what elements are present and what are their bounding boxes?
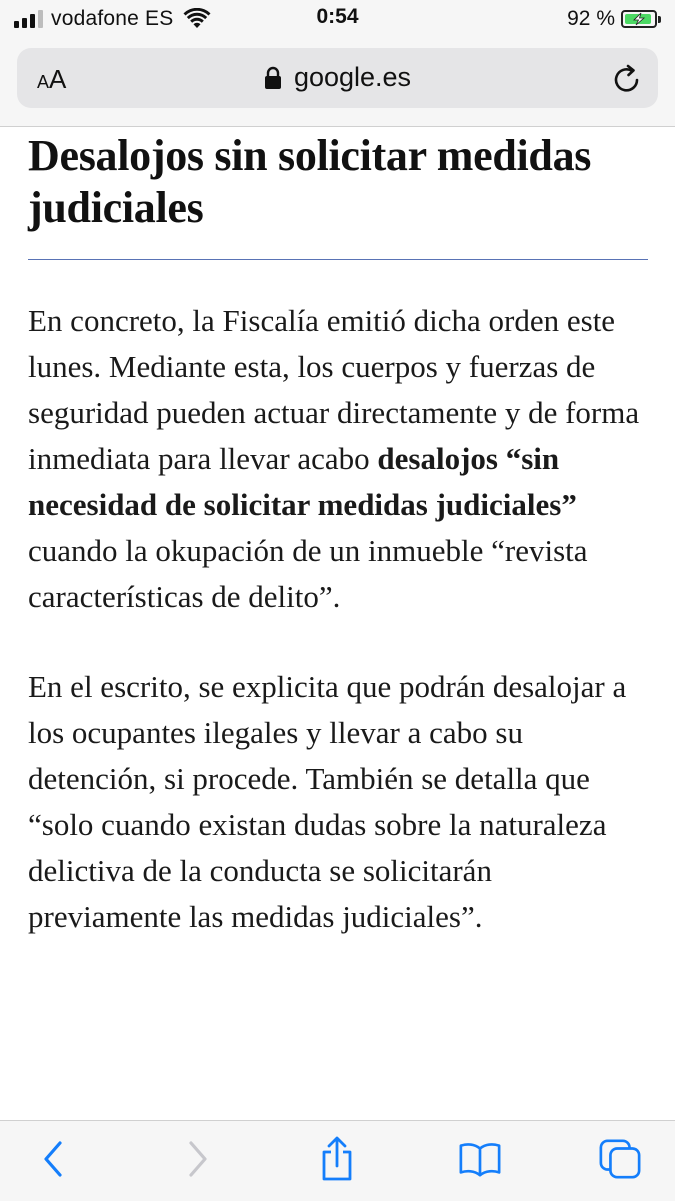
lock-icon	[264, 66, 282, 90]
article-headline: Desalojos sin solicitar medidas judiciales	[28, 131, 592, 232]
charging-bolt-icon	[623, 12, 655, 26]
share-button[interactable]	[315, 1137, 359, 1181]
battery-percent: 92 %	[567, 7, 615, 30]
headline-divider	[28, 259, 648, 260]
paragraph-1-text-end: cuando la okupación de un inmueble “revista características de delito”.	[28, 533, 588, 614]
article-paragraph-2: En el escrito, se explicita que podrán desalojar a los ocupantes ilegales y llevar a cabo su detención, si procede. También se detalla que “solo cuando existan dudas sobre la naturaleza delictiva de la conducta se solicitarán previamente las medidas judiciales”.	[28, 669, 627, 934]
battery-group	[567, 6, 661, 32]
carrier-name: vodafone ES	[51, 7, 174, 30]
forward-icon	[181, 1139, 211, 1179]
clock: 0:54	[316, 5, 359, 28]
text-size-button[interactable]: AA	[37, 64, 67, 94]
battery-icon	[621, 10, 657, 28]
browser-toolbar	[0, 1120, 675, 1201]
back-button[interactable]	[33, 1137, 77, 1181]
article-content	[28, 126, 650, 940]
domain-text: google.es	[293, 62, 412, 92]
tabs-icon	[598, 1137, 642, 1181]
address-bar[interactable]	[17, 48, 658, 108]
share-icon	[317, 1136, 357, 1182]
browser-address-area	[0, 38, 675, 127]
url-display[interactable]	[17, 62, 658, 93]
bookmarks-icon	[458, 1139, 502, 1179]
article-paragraph-1	[28, 298, 650, 620]
paragraph-1-bold-text: desalojos “sin necesidad de solicitar medidas judiciales”	[28, 441, 577, 522]
paragraph-1-text: En concreto, la Fiscalía emitió dicha orden este lunes. Mediante esta, los cuerpos y fuerzas de seguridad pueden actuar directamente y de forma inmediata para llevar acabo	[28, 303, 640, 476]
bookmarks-button[interactable]	[458, 1137, 502, 1181]
status-bar	[0, 0, 675, 38]
forward-button[interactable]	[174, 1137, 218, 1181]
tabs-button[interactable]	[598, 1137, 642, 1181]
reload-icon[interactable]	[612, 62, 642, 94]
battery-cap	[658, 16, 661, 23]
back-icon	[40, 1139, 70, 1179]
